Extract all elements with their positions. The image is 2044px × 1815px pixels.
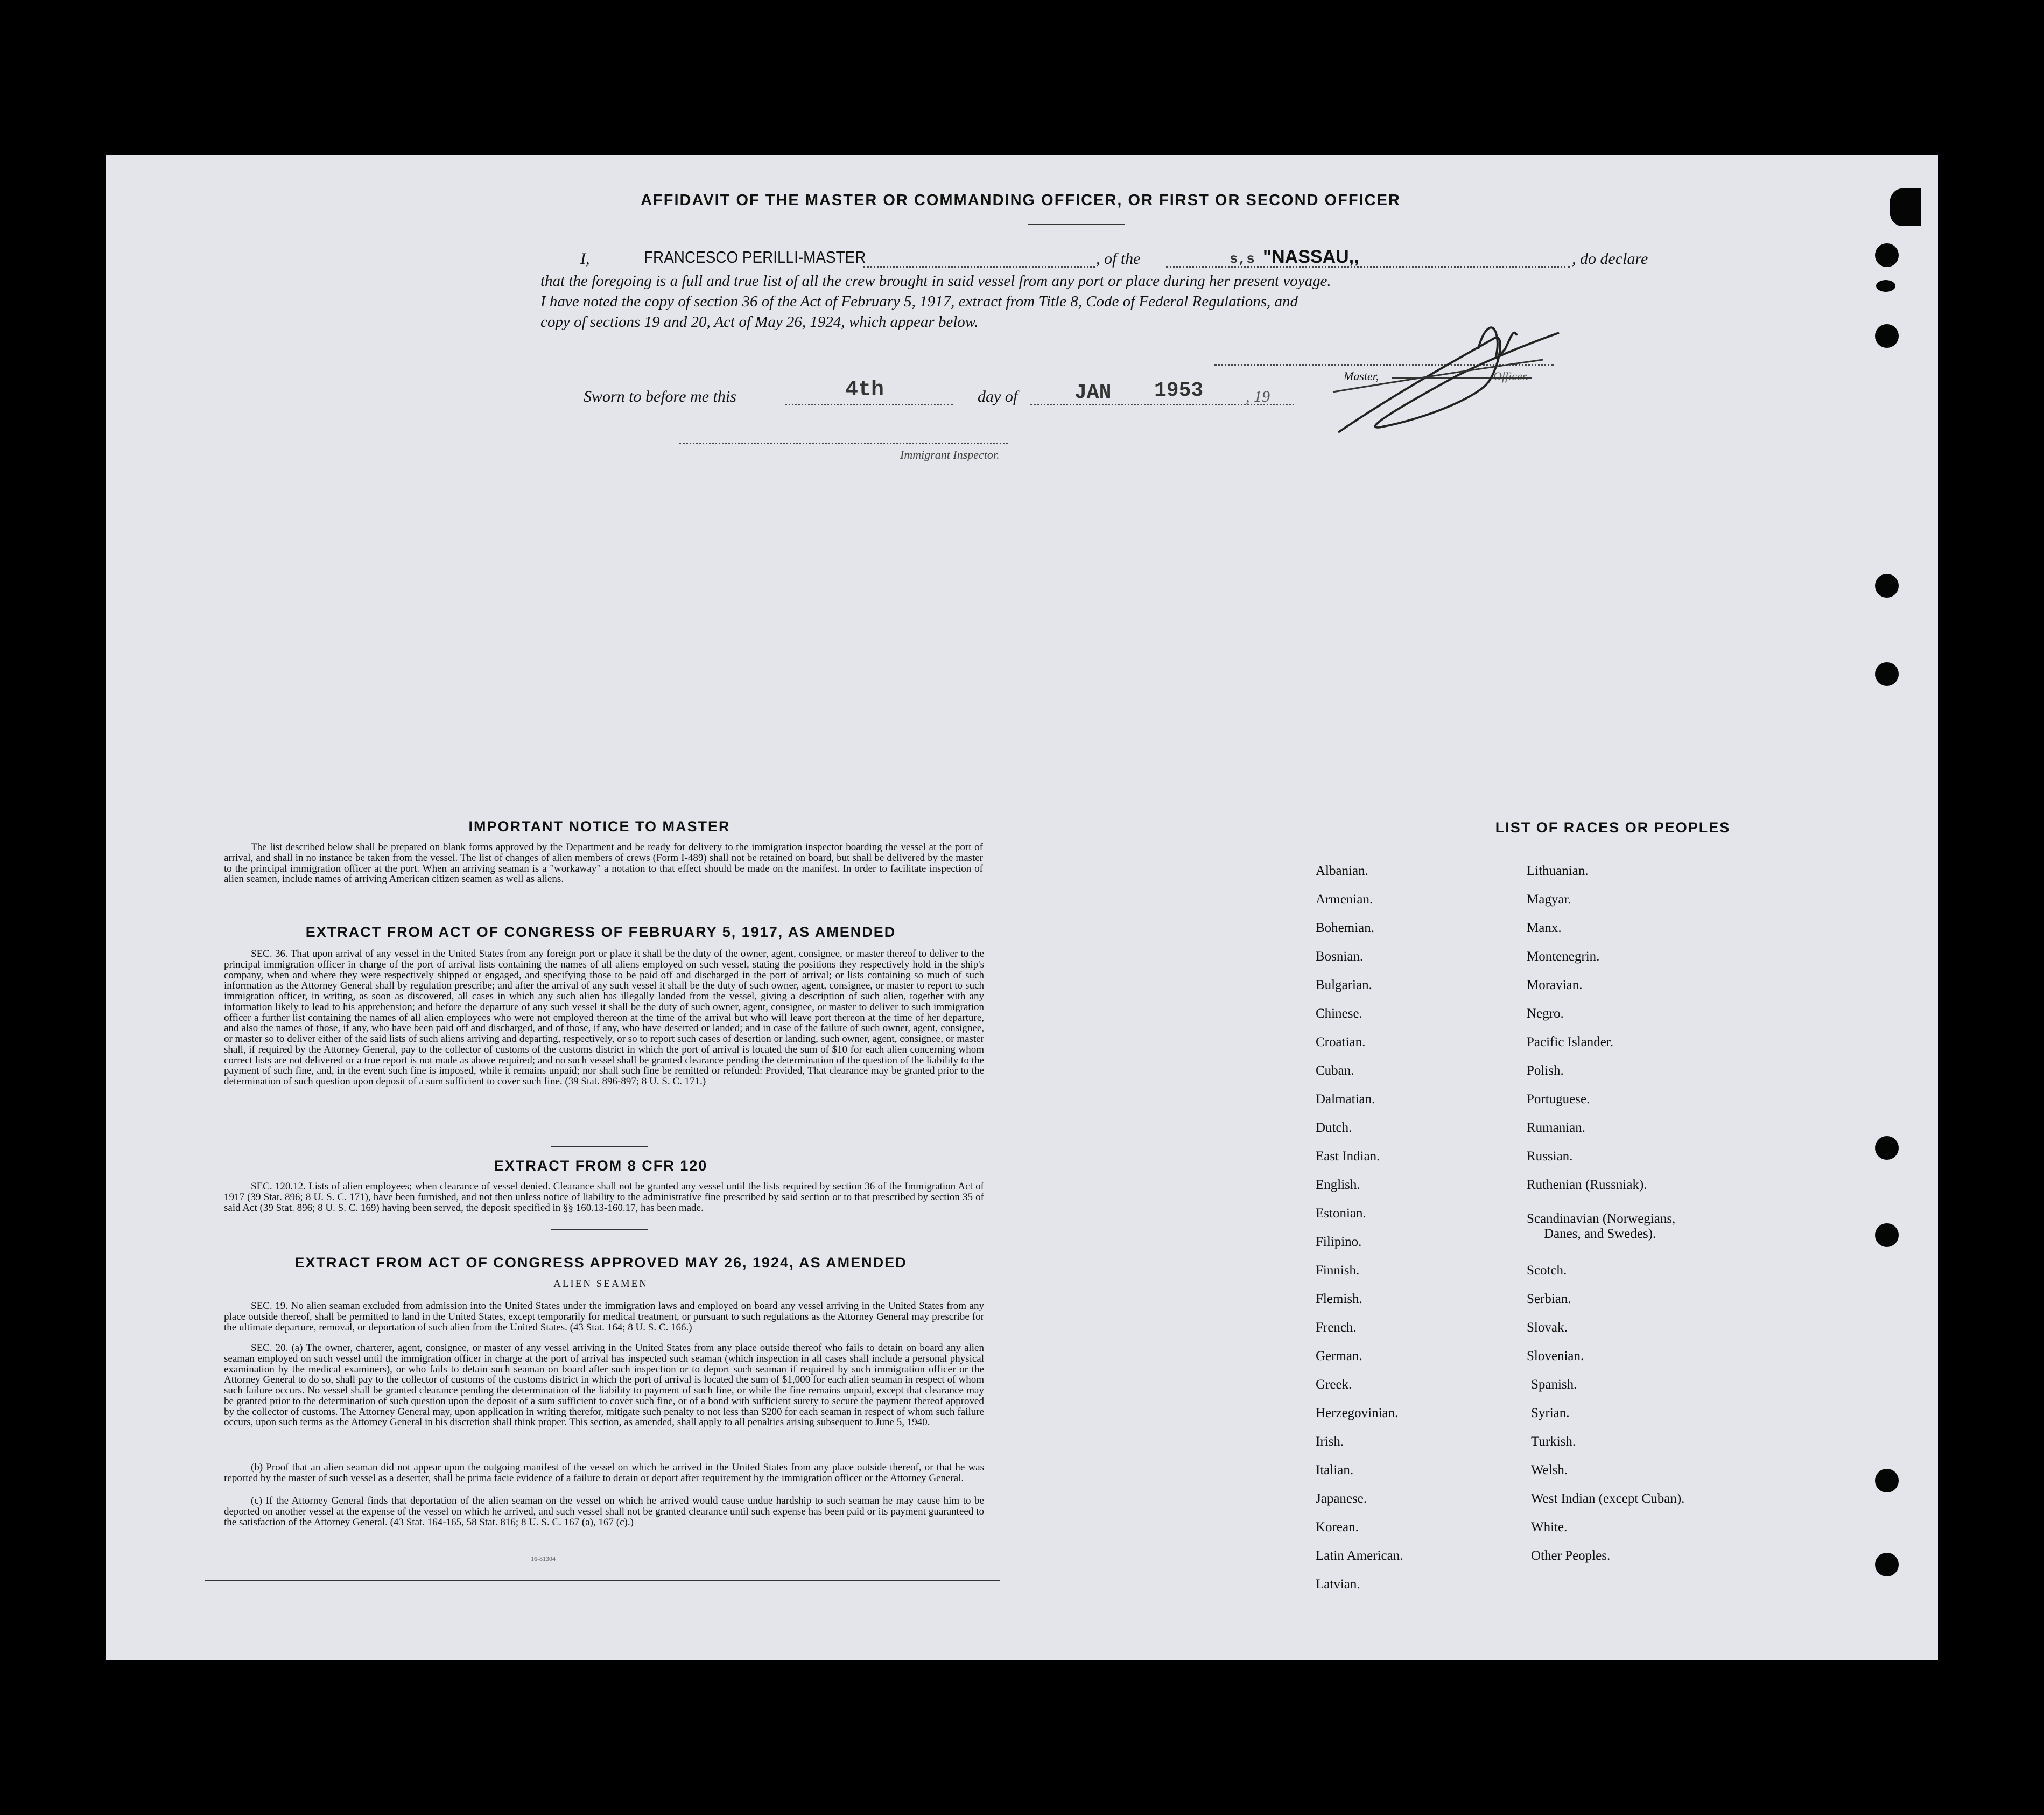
bottom-rule [205,1580,1000,1581]
punch-hole [1875,574,1899,598]
race-item: West Indian (except Cuban). [1531,1491,1685,1506]
extract-1924-subtitle: ALIEN SEAMEN [553,1278,648,1290]
race-item: Russian. [1527,1149,1573,1164]
notice-title: IMPORTANT NOTICE TO MASTER [468,818,730,835]
extract-1924-sec20a: SEC. 20. (a) The owner, charterer, agent, consignee, or master of any vessel arriving in the United States from any place outside thereof who fails to detain on board any alien seaman employed on such vessel until the immigration officer in charge at the port of arrival has inspected such seaman (which inspection in all cases shall include a personal physical examination by the medical examiners), or who fails to detain such seaman on board after such inspection or to deport such seaman if required by such immigration officer or the Attorney General to do so, shall pay to the collector of customs of the customs district in which the port of arrival is located the sum of $1,000 for each alien seaman in respect of whom such failure occurs. No vessel shall be granted clearance pending the determination of the liability to payment of such fine, or while the fine remains unpaid, except that clearance may be granted prior to the determination of such question upon the deposit of a sum sufficient to cover such fine, or of a bond with sufficient surety to secure the payment thereof approved by the collector of customs. The Attorney General may, upon application in writing therefor, mitigate such penalty to not less than $200 for each seaman in respect of whom such failure occurs, upon such terms as the Attorney General in his discretion shall think proper. This section, as amended, shall apply to all penalties arising subsequent to June 5, 1940. [224,1342,984,1428]
race-item: French. [1316,1320,1357,1335]
document-sheet [106,155,1938,1660]
sworn-label: Sworn to before me this [584,388,736,405]
title-rule [1028,224,1125,225]
print-code: 16-81304 [531,1555,556,1562]
races-title: LIST OF RACES OR PEOPLES [1495,819,1731,836]
race-item: Other Peoples. [1531,1548,1611,1563]
punch-hole [1875,1553,1899,1576]
race-item: Albanian. [1316,864,1368,878]
race-item: Bulgarian. [1316,978,1372,992]
sworn-year: 1953 [1154,379,1204,402]
do-declare-label: , do declare [1572,250,1648,268]
officer-label: Officer. [1493,369,1529,383]
divider-2 [551,1229,648,1230]
extract-cfr-text: SEC. 120.12. Lists of alien employees; when clearance of vessel denied. Clearance shall not be granted any vessel until the lists required by section 36 of the Immigration Act of 1917 (39 Stat. 896; 8 U. S. C. 171), have been furnished, and not then unless notice of liability to the administrative fine prescribed by said section or to that prescribed by section 35 of said Act (39 Stat. 896; 8 U. S. C. 169) having been served, the deposit specified in §§ 160.13-160.17, has been made. [224,1181,984,1214]
vessel-line [1166,266,1570,268]
race-item: Spanish. [1531,1377,1577,1392]
race-item: Syrian. [1531,1406,1570,1420]
race-item: Cuban. [1316,1063,1354,1078]
extract-1924-sec20b: (b) Proof that an alien seaman did not appear upon the outgoing manifest of the vessel on which he arrived in the United States from any place outside thereof, or that he was reported by the master of such vessel as a deserter, shall be prima facie evidence of a failure to detain or deport after requirement by the immigration officer or the Attorney General. [224,1462,984,1484]
i-label: I, [580,250,590,268]
punch-hole [1890,188,1921,226]
race-item: Korean. [1316,1520,1359,1534]
master-label: Master, [1344,369,1379,383]
race-item: Herzegovinian. [1316,1406,1399,1420]
race-item: Turkish. [1531,1434,1576,1449]
race-item: Japanese. [1316,1491,1367,1506]
race-item: Dutch. [1316,1120,1352,1135]
punch-hole [1875,662,1899,686]
punch-hole [1875,1136,1899,1160]
affidavit-body-line3: copy of sections 19 and 20, Act of May 26, 1924, which appear below. [540,313,979,331]
race-item: Moravian. [1527,978,1583,992]
sworn-month: JAN [1074,381,1112,404]
race-item: Serbian. [1527,1292,1571,1306]
race-item: Bohemian. [1316,921,1375,935]
punch-hole [1875,1469,1899,1492]
extract-1924-sec20c: (c) If the Attorney General finds that deportation of the alien seaman on the vessel on which he arrived would cause undue hardship to such seaman he may cause him to be deported on another vessel at the expense of the vessel on which he arrived, and such vessel shall not be granted clearance until such expense has been paid or its payment guaranteed to the satisfaction of the Attorney General. (43 Stat. 164-165, 58 Stat. 816; 8 U. S. C. 167 (a), 167 (c).) [224,1495,984,1528]
signature-scribble [1317,317,1586,440]
inspector-signature-line [679,443,1008,444]
race-item: Scotch. [1527,1263,1567,1278]
race-item: Chinese. [1316,1006,1362,1021]
punch-hole [1875,243,1899,267]
race-item: Latin American. [1316,1548,1403,1563]
extract-1924-title: EXTRACT FROM ACT OF CONGRESS APPROVED MAY 26, 1924, AS AMENDED [294,1255,907,1271]
race-item: Welsh. [1531,1463,1568,1477]
of-the-label: , of the [1096,250,1141,268]
race-item: Armenian. [1316,892,1373,907]
race-item: Magyar. [1527,892,1571,907]
race-item: Irish. [1316,1434,1344,1449]
inspector-label: Immigrant Inspector. [900,448,1000,461]
race-item: Slovenian. [1527,1349,1584,1363]
extract-1924-sec19: SEC. 19. No alien seaman excluded from admission into the United States under the immigration laws and employed on board any vessel arriving in the United States from any place outside thereof, shall be permitted to land in the United States, except temporarily for medical treatment, or pursuant to such regulations as the Attorney General may prescribe for the ultimate departure, removal, or deportation of such alien from the United States. (43 Stat. 164; 8 U. S. C. 166.) [224,1300,984,1333]
race-item: Greek. [1316,1377,1352,1392]
vessel-name: "NASSAU,, [1263,247,1359,267]
race-item: Flemish. [1316,1292,1362,1306]
race-item: Croatian. [1316,1035,1366,1049]
divider-1 [551,1146,648,1147]
extract-1917-text: SEC. 36. That upon arrival of any vessel in the United States from any foreign port or place it shall be the duty of the owner, agent, consignee, or master thereof to deliver to the principal immigration officer in charge of the port of arrival lists containing the names of all aliens employed on such vessel, stating the positions they respectively hold in the ship's company, when and where they were respectively shipped or engaged, and specifying those to be paid off and discharged in the port of arrival; or lists containing so much of such information as the Attorney General shall by regulation prescribe; and after the arrival of any such vessel it shall be the duty of such owner, agent, consignee, or master to report to such immigration officer, in writing, as soon as discovered, all cases in which any such alien has illegally landed from the vessel, giving a description of such alien, together with any information likely to lead to his apprehension; and before the departure of any such vessel it shall be the duty of such owner, agent, consignee, or master to deliver to such immigration officer a further list containing the names of all alien employees who were not employed thereon at the time of the arrival but who will leave port thereon at the time of her departure, and also the names of those, if any, who have been paid off and discharged, and of those, if any, who have deserted or landed; and in case of the failure of such owner, agent, consignee, or master so to deliver either of the said lists of such aliens arriving and departing, respectively, or so to report such cases of desertion or landing, such owner, agent, consignee, or master shall, if required by the Attorney General, pay to the collector of customs of the customs district in which the port of arrival is located the sum of $10 for each alien concerning whom correct lists are not delivered or a true report is not made as above required; and no such vessel shall be granted clearance pending the determination of the question of the liability to the payment of such fine, and, in the event such fine is imposed, while it remains unpaid; nor shall such fine be remitted or refunded: Provided, That clearance may be granted prior to the determination of such question upon deposit of a sum sufficient to cover such fine. (39 Stat. 896-897; 8 U. S. C. 171.) [224,948,984,1087]
affidavit-body-line1: that the foregoing is a full and true list of all the crew brought in said vessel from any port or place during her present voyage. [540,272,1331,290]
race-item: East Indian. [1316,1149,1380,1164]
race-item: White. [1531,1520,1568,1534]
punch-hole [1875,324,1899,348]
race-item: Estonian. [1316,1206,1366,1221]
punch-hole [1875,1223,1899,1247]
race-item: English. [1316,1178,1360,1192]
race-item: Dalmatian. [1316,1092,1375,1106]
race-item: Lithuanian. [1527,864,1589,878]
race-item: Slovak. [1527,1320,1568,1335]
vessel-prefix: s,s [1230,251,1255,267]
race-item: Polish. [1527,1063,1564,1078]
race-item: Portuguese. [1527,1092,1590,1106]
race-item: Ruthenian (Russniak). [1527,1178,1647,1192]
race-item: Filipino. [1316,1235,1362,1249]
race-item: Negro. [1527,1006,1564,1021]
race-item: Montenegrin. [1527,949,1600,964]
race-item: Finnish. [1316,1263,1360,1278]
extract-1917-title: EXTRACT FROM ACT OF CONGRESS OF FEBRUARY 5, 1917, AS AMENDED [305,924,896,940]
race-item: German. [1316,1349,1362,1363]
sworn-day: 4th [845,378,884,402]
race-item: Latvian. [1316,1577,1360,1592]
race-item: Rumanian. [1527,1120,1586,1135]
year-suffix: , 19 [1246,388,1270,405]
day-line [785,404,953,405]
race-item: Italian. [1316,1463,1354,1477]
notice-text: The list described below shall be prepared on blank forms approved by the Department and be ready for delivery to the immigration inspector boarding the vessel at the port of arrival, and shall in no instance be taken from the vessel. The list of changes of alien members of crews (Form I-489) shall not be retained on board, but shall be delivered by the master to the principal immigration officer at the port. When an arriving seaman is a "workaway" a notation to that effect should be made on the manifest. In order to facilitate inspection of alien seamen, include names of arriving American citizen seamen as well as aliens. [224,842,983,885]
race-item: Scandinavian (Norwegians, [1527,1211,1676,1226]
declarant-name: FRANCESCO PERILLI-MASTER [644,248,866,267]
affidavit-body-line2: I have noted the copy of section 36 of the Act of February 5, 1917, extract from Title 8, Code of Federal Regulations, and [540,293,1298,310]
day-of-label: day of [978,388,1018,405]
affidavit-title: AFFIDAVIT OF THE MASTER OR COMMANDING OFFICER, OR FIRST OR SECOND OFFICER [641,192,1401,209]
race-item: Bosnian. [1316,949,1364,964]
race-item: Pacific Islander. [1527,1035,1614,1049]
race-item: Manx. [1527,921,1562,935]
race-item-continuation: Danes, and Swedes). [1544,1227,1656,1241]
extract-cfr-title: EXTRACT FROM 8 CFR 120 [494,1158,708,1174]
punch-hole [1876,280,1895,292]
declarant-line [863,266,1095,268]
